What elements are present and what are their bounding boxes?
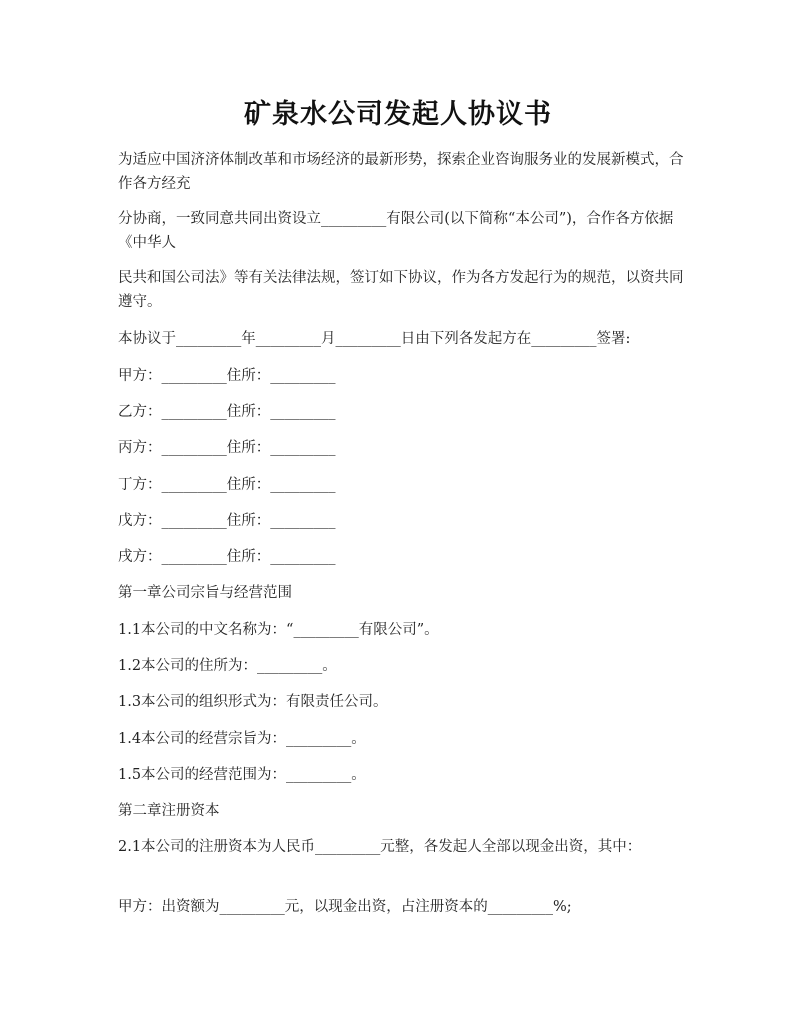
party-yi: 乙方：_________住所：_________ [118,404,336,420]
intro-paragraph-1: 为适应中国济济体制改革和市场经济的最新形势，探索企业咨询服务业的发展新模式，合作各方经充 [118,152,684,192]
clause-1-2: 1.2本公司的住所为：_________。 [118,658,337,674]
party-jia: 甲方：_________住所：_________ [118,368,336,384]
party-bing: 丙方：_________住所：_________ [118,440,336,456]
capital-jia: 甲方：出资额为_________元，以现金出资，占注册资本的_________%; [118,899,572,915]
chapter-2-heading: 第二章注册资本 [118,803,220,819]
intro-paragraph-2: 分协商，一致同意共同出资设立_________有限公司(以下简称“本公司”)，合作各方依据《中华人 [118,211,674,251]
intro-paragraph-3: 民共和国公司法》等有关法律法规，签订如下协议，作为各方发起行为的规范，以资共同遵守。 [118,270,684,310]
clause-1-1: 1.1本公司的中文名称为：“_________有限公司”。 [118,622,439,638]
clause-2-1: 2.1本公司的注册资本为人民币_________元整，各发起人全部以现金出资，其中： [118,839,642,855]
clause-1-4: 1.4本公司的经营宗旨为：_________。 [118,731,366,747]
chapter-1-heading: 第一章公司宗旨与经营范围 [118,585,292,601]
signing-line: 本协议于_________年_________月_________日由下列各发起方在_________签署: [118,331,631,347]
document-title: 矿泉水公司发起人协议书 [244,99,552,130]
party-xu: 戌方：_________住所：_________ [118,549,336,565]
party-wu: 戊方：_________住所：_________ [118,513,336,529]
clause-1-5: 1.5本公司的经营范围为：_________。 [118,767,366,783]
clause-1-3: 1.3本公司的组织形式为：有限责任公司。 [118,694,388,710]
party-ding: 丁方：_________住所：_________ [118,477,336,493]
